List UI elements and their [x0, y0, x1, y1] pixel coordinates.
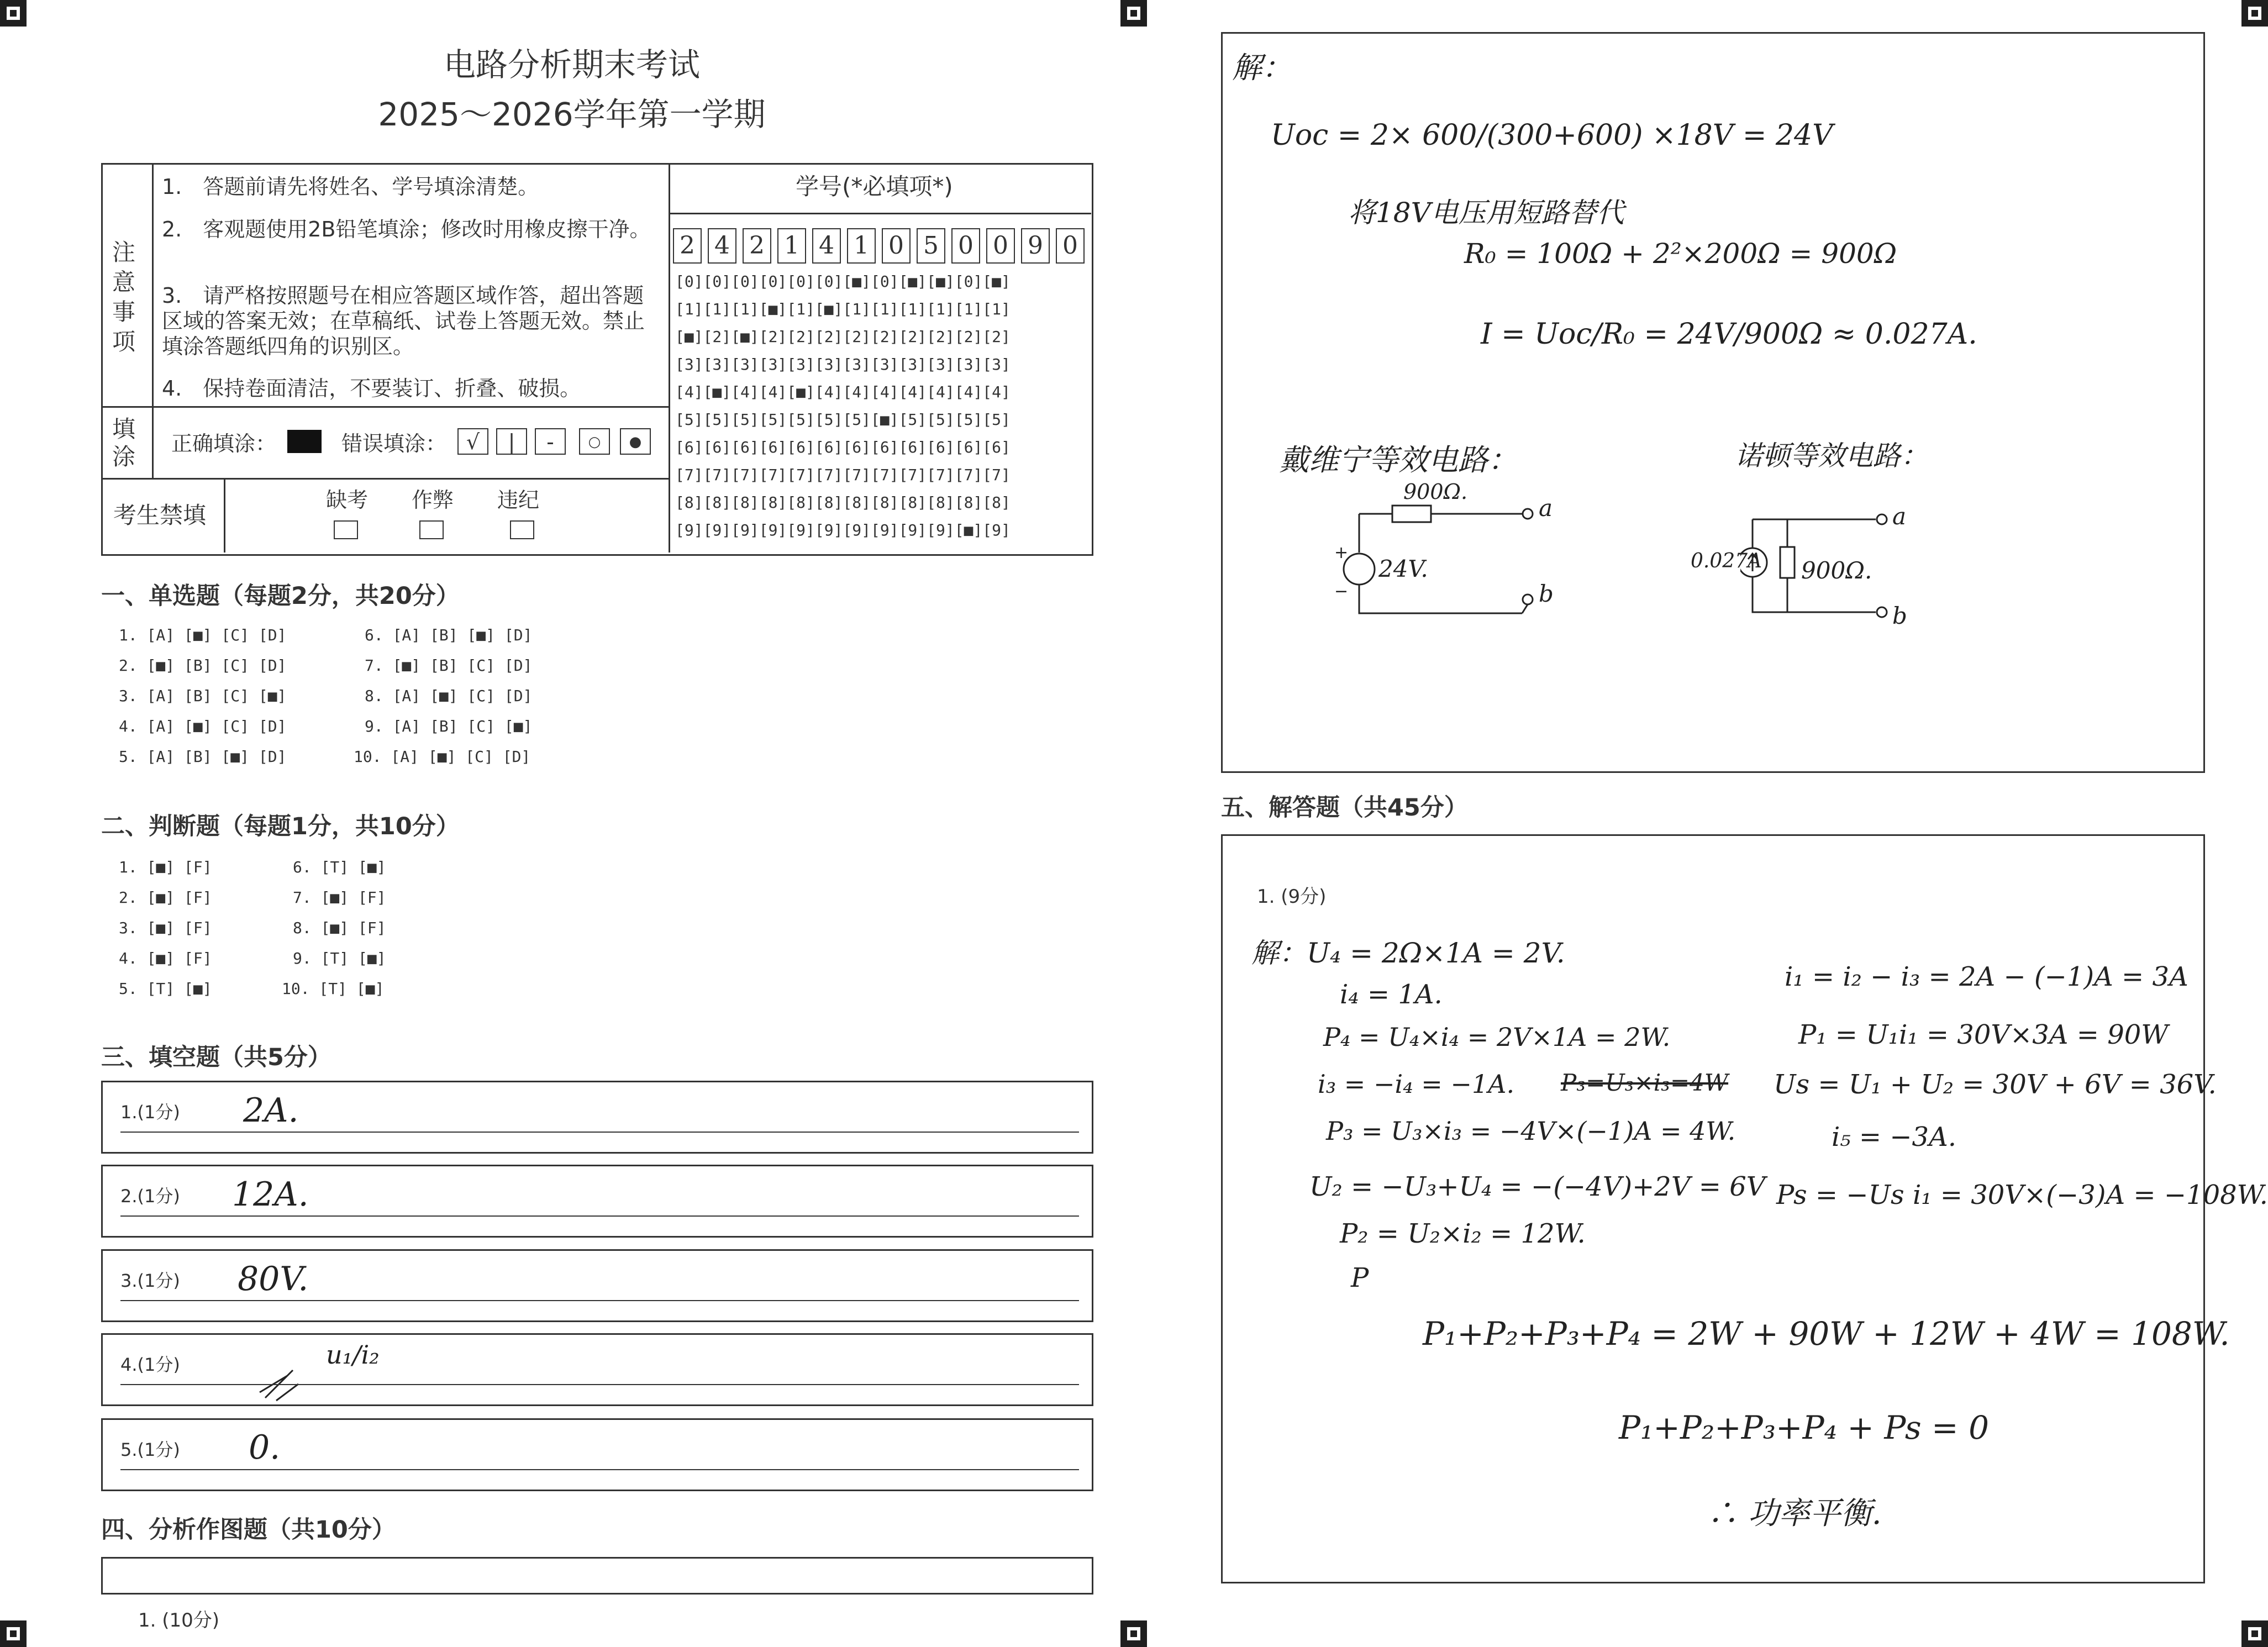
solution-line: i₄ = 1A. — [1340, 979, 1443, 1010]
wrong-fill-example-4: ○ — [579, 428, 610, 455]
solution-line: P₂ = U₂×i₂ = 12W. — [1340, 1218, 1586, 1249]
fill-label: 填涂 — [112, 415, 136, 470]
fill-blank-label: 3.(1分) — [120, 1270, 180, 1291]
solution-line: Ps = −Us i₁ = 30V×(−3)A = −108W. — [1776, 1180, 2268, 1211]
solution-line: 解：U₄ = 2Ω×1A = 2V. — [1251, 937, 1565, 969]
forbidden-absent-label: 缺考 — [326, 488, 369, 512]
student-id-digit[interactable]: 1 — [777, 228, 806, 264]
tf-row[interactable]: 9. [T] [■] — [293, 949, 386, 967]
choice-row[interactable]: 9. [A] [B] [C] [■] — [365, 717, 533, 735]
solution-line: Uoc = 2× 600/(300+600) ×18V = 24V — [1271, 119, 1833, 152]
tf-row[interactable]: 7. [■] [F] — [293, 888, 386, 907]
tf-row[interactable]: 3. [■] [F] — [119, 919, 212, 937]
choice-row[interactable]: 1. [A] [■] [C] [D] — [119, 626, 287, 644]
tf-row[interactable]: 5. [T] [■] — [119, 980, 212, 998]
note-item-1: 1. 答题前请先将姓名、学号填涂清楚。 — [162, 175, 539, 199]
struck-scribble — [254, 1354, 315, 1403]
thevenin-node-b: b — [1539, 580, 1554, 607]
student-id-digit[interactable]: 0 — [951, 228, 980, 264]
tf-row[interactable]: 6. [T] [■] — [293, 858, 386, 876]
student-id-digit[interactable]: 0 — [986, 228, 1015, 264]
note-item-2: 2. 客观题使用2B铅笔填涂；修改时用橡皮擦干净。 — [162, 217, 651, 241]
corner-marker-bottom-center — [1120, 1620, 1147, 1647]
choice-row[interactable]: 2. [■] [B] [C] [D] — [119, 656, 287, 675]
norton-title: 诺顿等效电路： — [1735, 440, 1928, 472]
tf-row[interactable]: 4. [■] [F] — [119, 949, 212, 967]
correct-fill-label: 正确填涂： — [171, 432, 277, 456]
solution-line: P₃ = U₃×i₃ = −4V×(−1)A = 4W. — [1326, 1116, 1736, 1146]
forbidden-violation-label: 违纪 — [497, 488, 540, 512]
solution-line: P₁ = U₁i₁ = 30V×3A = 90W — [1798, 1019, 2169, 1050]
fill-blank-answer: 80V. — [238, 1260, 309, 1298]
power-sum-line: P₁+P₂+P₃+P₄ = 2W + 90W + 12W + 4W = 108W. — [1423, 1315, 2230, 1353]
fill-blank-answer: 0. — [249, 1428, 281, 1467]
student-id-bubble-row[interactable]: [1][1][1][■][1][■][1][1][1][1][1][1] — [675, 300, 1011, 318]
note-item-3: 3. 请严格按照题号在相应答题区域作答，超出答题区域的答案无效；在草稿纸、试卷上答题无效。禁止填涂答题纸四角的识别区。 — [162, 283, 645, 359]
forbidden-label: 考生禁填 — [113, 502, 207, 529]
student-id-digit[interactable]: 5 — [917, 228, 945, 264]
norton-resistor-label: 900Ω. — [1801, 557, 1872, 584]
student-id-header: 学号(*必填项*) — [796, 173, 953, 200]
student-id-bubble-row[interactable]: [5][5][5][5][5][5][5][■][5][5][5][5] — [675, 411, 1011, 429]
choice-row[interactable]: 6. [A] [B] [■] [D] — [365, 626, 533, 644]
corner-marker-top-right — [2241, 0, 2268, 27]
exam-title: 电路分析期末考试 — [443, 46, 700, 83]
section4-q1-label: 1. (10分) — [138, 1609, 220, 1632]
student-id-bubble-row[interactable]: [6][6][6][6][6][6][6][6][6][6][6][6] — [675, 438, 1011, 456]
forbidden-absent-checkbox[interactable] — [334, 520, 358, 539]
solution-line: 解： — [1232, 50, 1292, 85]
notes-side-label: 注意事项 — [112, 239, 136, 355]
solution-line: R₀ = 100Ω + 2²×200Ω = 900Ω — [1464, 238, 1897, 270]
corner-marker-bottom-right — [2241, 1620, 2268, 1647]
student-id-digit[interactable]: 0 — [882, 228, 911, 264]
solution-line: 将18V电压用短路替代 — [1348, 197, 1624, 229]
svg-text:−: − — [1334, 582, 1349, 601]
student-id-bubble-row[interactable]: [4][■][4][4][■][4][4][4][4][4][4][4] — [675, 383, 1011, 401]
wrong-fill-example-5: ● — [620, 428, 651, 455]
fill-blank-label: 5.(1分) — [120, 1439, 180, 1460]
struck-line: P₃=U₃×i₃=4W — [1561, 1069, 1729, 1096]
tf-row[interactable]: 10. [T] [■] — [282, 980, 385, 998]
choice-row[interactable]: 5. [A] [B] [■] [D] — [119, 748, 287, 766]
norton-node-a: a — [1892, 503, 1907, 530]
section1-heading: 一、单选题（每题2分，共20分） — [101, 582, 460, 610]
student-id-digit[interactable]: 2 — [743, 228, 771, 264]
solution-line: I = Uoc/R₀ = 24V/900Ω ≈ 0.027A. — [1481, 318, 1977, 351]
forbidden-violation-checkbox[interactable] — [510, 520, 534, 539]
student-id-bubble-row[interactable]: [8][8][8][8][8][8][8][8][8][8][8][8] — [675, 493, 1011, 512]
student-id-bubble-row[interactable]: [9][9][9][9][9][9][9][9][9][9][■][9] — [675, 521, 1011, 539]
fill-blank-label: 4.(1分) — [120, 1354, 180, 1375]
power-balance-line: ∴ 功率平衡. — [1707, 1496, 1882, 1532]
section2-heading: 二、判断题（每题1分，共10分） — [101, 813, 460, 840]
fill-blank-answer: u₁/i₂ — [326, 1340, 380, 1370]
student-id-bubble-row[interactable]: [0][0][0][0][0][0][■][0][■][■][0][■] — [675, 272, 1011, 291]
section5-q1-label: 1. (9分) — [1257, 886, 1327, 908]
norton-node-b: b — [1892, 602, 1907, 629]
thevenin-resistor-label: 900Ω. — [1403, 480, 1468, 504]
solution-line: i₃ = −i₄ = −1A. — [1318, 1069, 1515, 1099]
choice-row[interactable]: 7. [■] [B] [C] [D] — [365, 656, 533, 675]
wrong-fill-example-3: - — [535, 428, 566, 455]
wrong-fill-label: 错误填涂： — [341, 432, 447, 456]
fill-blank-label: 2.(1分) — [120, 1186, 180, 1207]
forbidden-cheat-checkbox[interactable] — [419, 520, 444, 539]
fill-blank-answer: 12A. — [232, 1175, 309, 1214]
section3-heading: 三、填空题（共5分） — [101, 1044, 331, 1071]
thevenin-title: 戴维宁等效电路： — [1279, 443, 1518, 477]
correct-fill-sample — [287, 430, 322, 453]
solution-line: P — [1351, 1262, 1369, 1293]
wrong-fill-example-2: | — [496, 428, 527, 455]
tf-row[interactable]: 2. [■] [F] — [119, 888, 212, 907]
choice-row[interactable]: 4. [A] [■] [C] [D] — [119, 717, 287, 735]
solution-line: Us = U₁ + U₂ = 30V + 6V = 36V. — [1774, 1069, 2217, 1100]
forbidden-cheat-label: 作弊 — [412, 488, 454, 512]
solution-line: P₄ = U₄×i₄ = 2V×1A = 2W. — [1323, 1022, 1671, 1052]
student-id-digit[interactable]: 9 — [1021, 228, 1050, 264]
tf-row[interactable]: 1. [■] [F] — [119, 858, 212, 876]
corner-marker-top-left — [0, 0, 27, 27]
choice-row[interactable]: 3. [A] [B] [C] [■] — [119, 687, 287, 705]
student-id-digit[interactable]: 4 — [812, 228, 841, 264]
choice-row[interactable]: 8. [A] [■] [C] [D] — [365, 687, 533, 705]
thevenin-node-a: a — [1539, 494, 1553, 522]
thevenin-source-label: 24V. — [1378, 555, 1428, 582]
wrong-fill-example-1: √ — [457, 428, 488, 455]
fill-blank-label: 1.(1分) — [120, 1102, 180, 1123]
norton-source-label: 0.027A — [1691, 550, 1762, 572]
student-id-bubble-row[interactable]: [■][2][■][2][2][2][2][2][2][2][2][2] — [675, 328, 1011, 346]
svg-text:+: + — [1334, 543, 1349, 562]
student-id-digit[interactable]: 1 — [847, 228, 876, 264]
fill-blank-box-4[interactable] — [101, 1333, 1093, 1406]
section5-heading: 五、解答题（共45分） — [1221, 794, 1468, 822]
note-item-4: 4. 保持卷面清洁，不要装订、折叠、破损。 — [162, 376, 581, 401]
choice-row[interactable]: 10. [A] [■] [C] [D] — [354, 748, 531, 766]
solution-line: i₁ = i₂ − i₃ = 2A − (−1)A = 3A — [1785, 961, 2188, 992]
student-id-digit[interactable]: 2 — [673, 228, 702, 264]
section4-answer-box[interactable] — [101, 1557, 1093, 1595]
solution-line: U₂ = −U₃+U₄ = −(−4V)+2V = 6V — [1309, 1171, 1766, 1202]
fill-blank-answer: 2A. — [243, 1091, 299, 1130]
student-id-bubble-row[interactable]: [7][7][7][7][7][7][7][7][7][7][7][7] — [675, 466, 1011, 484]
tf-row[interactable]: 8. [■] [F] — [293, 919, 386, 937]
corner-marker-top-center — [1120, 0, 1147, 27]
student-id-digit[interactable]: 4 — [708, 228, 736, 264]
exam-term: 2025～2026学年第一学期 — [378, 96, 766, 133]
student-id-bubble-row[interactable]: [3][3][3][3][3][3][3][3][3][3][3][3] — [675, 355, 1011, 373]
solution-line: i₅ = −3A. — [1832, 1122, 1957, 1153]
corner-marker-bottom-left — [0, 1620, 27, 1647]
student-id-digit[interactable]: 0 — [1056, 228, 1085, 264]
section4-heading: 四、分析作图题（共10分） — [101, 1516, 396, 1544]
power-conclusion-line: P₁+P₂+P₃+P₄ + Ps = 0 — [1619, 1409, 1989, 1446]
